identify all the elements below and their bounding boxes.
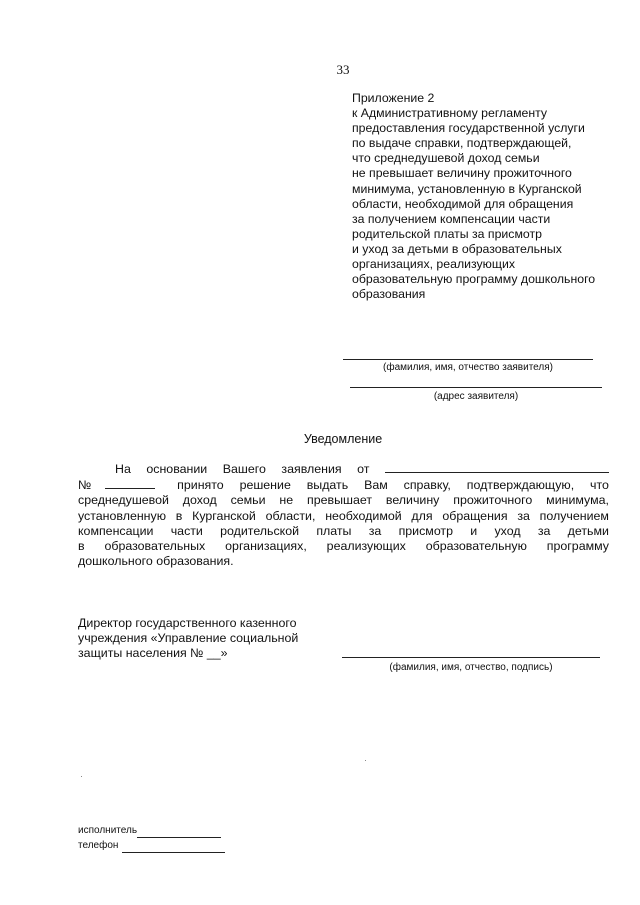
word: компенсации — [78, 523, 154, 538]
word: получением — [539, 508, 609, 523]
applicant-name-caption: (фамилия, имя, отчество заявителя) — [383, 362, 553, 373]
notice-line-4 — [78, 509, 609, 524]
executor-row — [78, 823, 225, 838]
word: справку, — [403, 478, 451, 493]
appendix-line: по выдаче справки, подтверждающей, — [352, 136, 572, 151]
word: за — [368, 523, 382, 538]
notice-line-5 — [78, 524, 609, 539]
word: уход — [494, 523, 521, 538]
word: основании — [146, 462, 208, 476]
word: доход — [182, 493, 217, 508]
word: заявления — [281, 462, 342, 476]
applicant-name-line — [343, 359, 593, 360]
application-number-blank — [105, 477, 155, 489]
appendix-line: и уход за детьми в образовательных — [352, 241, 562, 256]
executor-label: исполнитель — [78, 825, 138, 836]
appendix-line: за получением компенсации части — [352, 211, 551, 226]
executor-blank — [137, 827, 221, 838]
notice-line-3 — [78, 493, 609, 508]
scan-speck — [81, 776, 82, 777]
notice-line-1 — [78, 461, 609, 477]
word: от — [357, 462, 370, 476]
notice-body — [78, 461, 609, 569]
director-block — [78, 616, 318, 662]
director-line: учреждения «Управление социальной — [78, 631, 299, 646]
notice-line-6 — [78, 539, 609, 554]
word: для — [411, 508, 433, 523]
word: программу — [546, 539, 609, 554]
application-date-blank — [385, 461, 609, 473]
application-number-field — [78, 477, 161, 493]
appendix-line: минимума, установленную в Курганской — [352, 181, 582, 196]
word: принято — [177, 478, 224, 493]
word: родительской — [220, 523, 300, 538]
director-line: Директор государственного казенного — [78, 616, 297, 630]
word: части — [170, 523, 203, 538]
word: Вам — [364, 478, 388, 493]
applicant-address-line — [350, 387, 602, 388]
word: выдать — [306, 478, 349, 493]
word: среднедушевой — [78, 493, 169, 508]
word: за — [537, 523, 551, 538]
appendix-line: родительской платы за присмотр — [352, 226, 542, 241]
applicant-address-caption: (адрес заявителя) — [433, 391, 519, 402]
page-number: 33 — [336, 62, 350, 77]
word: области, — [265, 508, 316, 523]
appendix-line: предоставления государственной услуги — [352, 121, 585, 136]
phone-blank — [122, 842, 225, 853]
word: образовательных — [104, 539, 206, 554]
word: что — [590, 478, 609, 493]
word: величину — [385, 493, 440, 508]
word: присмотр — [398, 523, 453, 538]
appendix-line: не превышает величину прожиточного — [352, 166, 572, 181]
word: не — [279, 493, 294, 508]
number-sign: № — [78, 478, 92, 493]
director-line: защиты населения № __» — [78, 646, 228, 661]
word: в — [175, 508, 183, 523]
appendix-line: что среднедушевой доход семьи — [352, 151, 540, 166]
word: и — [470, 523, 478, 538]
word: в — [78, 539, 85, 554]
word: платы — [316, 523, 352, 538]
notice-line-2 — [78, 477, 609, 493]
appendix-line: организациях, реализующих — [352, 257, 515, 272]
word: реализующих — [326, 539, 406, 554]
appendix-line: к Административному регламенту — [352, 106, 548, 121]
word: минимума, — [546, 493, 609, 508]
scan-speck — [365, 760, 366, 761]
word: детьми — [567, 523, 609, 538]
word: организациях, — [225, 539, 307, 554]
footer-block — [78, 823, 225, 853]
appendix-line: Приложение 2 — [352, 91, 435, 105]
appendix-line: образовательную программу дошкольного — [352, 272, 596, 287]
word: необходимой — [325, 508, 402, 523]
phone-row — [78, 838, 225, 853]
phone-label: телефон — [78, 840, 119, 851]
notice-title: Уведомление — [303, 432, 383, 446]
director-signature-caption: (фамилия, имя, отчество, подпись) — [389, 662, 553, 673]
director-signature-line — [342, 657, 600, 658]
word: образовательную — [425, 539, 527, 554]
word: установленную — [78, 508, 167, 523]
appendix-line: области, необходимой для обращения — [352, 196, 574, 211]
word: Курганской — [192, 508, 256, 523]
word: решение — [239, 478, 291, 493]
word: подтверждающую, — [466, 478, 575, 493]
word: Вашего — [222, 462, 266, 476]
word: прожиточного — [453, 493, 533, 508]
appendix-header — [352, 91, 614, 302]
notice-line-7: дошкольного образования. — [78, 554, 234, 569]
word: превышает — [307, 493, 372, 508]
word: На — [115, 462, 131, 476]
word: за — [517, 508, 530, 523]
word: обращения — [442, 508, 508, 523]
word: семьи — [230, 493, 266, 508]
appendix-line: образования — [352, 287, 426, 302]
